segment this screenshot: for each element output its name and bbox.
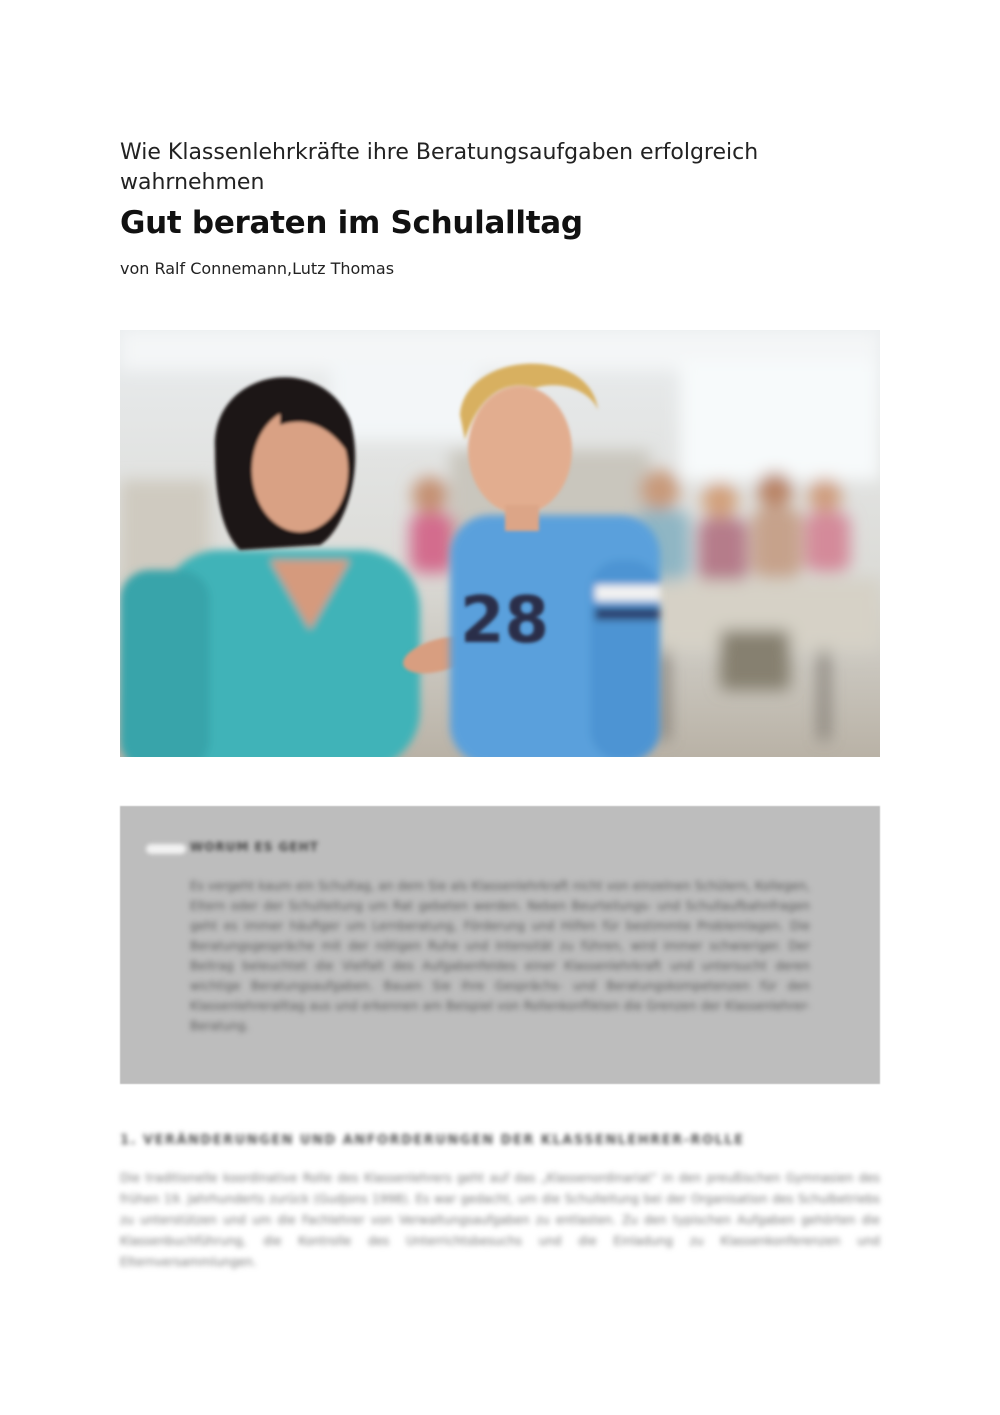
- document-authors: von Ralf Connemann,Lutz Thomas: [120, 259, 395, 278]
- document-subtitle: Wie Klassenlehrkräfte ihre Beratungsaufgaben erfolgreich wahrnehmen: [120, 140, 759, 195]
- info-box-heading: WORUM ES GEHT: [190, 840, 319, 854]
- info-box-badge: [146, 844, 186, 854]
- section-heading: 1. VERÄNDERUNGEN UND ANFORDERUNGEN DER KLASSENLEHRER-ROLLE: [120, 1133, 745, 1148]
- section-text: Die traditionelle koordinative Rolle des Klassenlehrers geht auf das „Klassenordinariat“ in den preußischen Gymnasien des frühen 19. Jahrhunderts zurück (Gudjons 1998). Es war gedacht, um die Schulleitung bei der Organisation des Schulbetriebs zu unterstützen und um die Fachlehrer von Verwaltungsaufgaben zu entlasten. Zu den typischen Aufgaben gehörten die Klassenbuchführung, die Kontrolle des Unterrichtsbesuchs und die Einladung zu Klassenkonferenzen und Elternversammlungen.: [120, 1171, 880, 1269]
- jersey-number: 28: [460, 584, 550, 658]
- classroom-photo-illustration: [120, 330, 880, 757]
- hero-photo: [120, 330, 880, 757]
- info-box: [120, 806, 880, 1084]
- document-title: Gut beraten im Schulalltag: [120, 205, 583, 241]
- info-box-text: Es vergeht kaum ein Schultag, an dem Sie als Klassenlehrkraft nicht von einzelnen Schülern, Kollegen, Eltern oder der Schulleitung um Rat gebeten werden. Neben Beurteilungs- und Schullaufbahnfragen geht es immer häufiger um Lernberatung, Förderung und Hilfen für bestimmte Problemlagen. Die Beratungsgespräche mit der nötigen Ruhe und Intensität zu führen, wird immer schwieriger. Der Beitrag beleuchtet die Vielfalt des Aufgabenfeldes einer Klassenlehrkraft und untersucht deren wichtige Beratungsaufgaben. Bauen Sie Ihre Gesprächs- und Beratungskompetenzen für den Klassenlehreralltag aus und erkennen am Beispiel von Rollenkonflikten die Grenzen der Klassenlehrer-Beratung.: [190, 879, 810, 1033]
